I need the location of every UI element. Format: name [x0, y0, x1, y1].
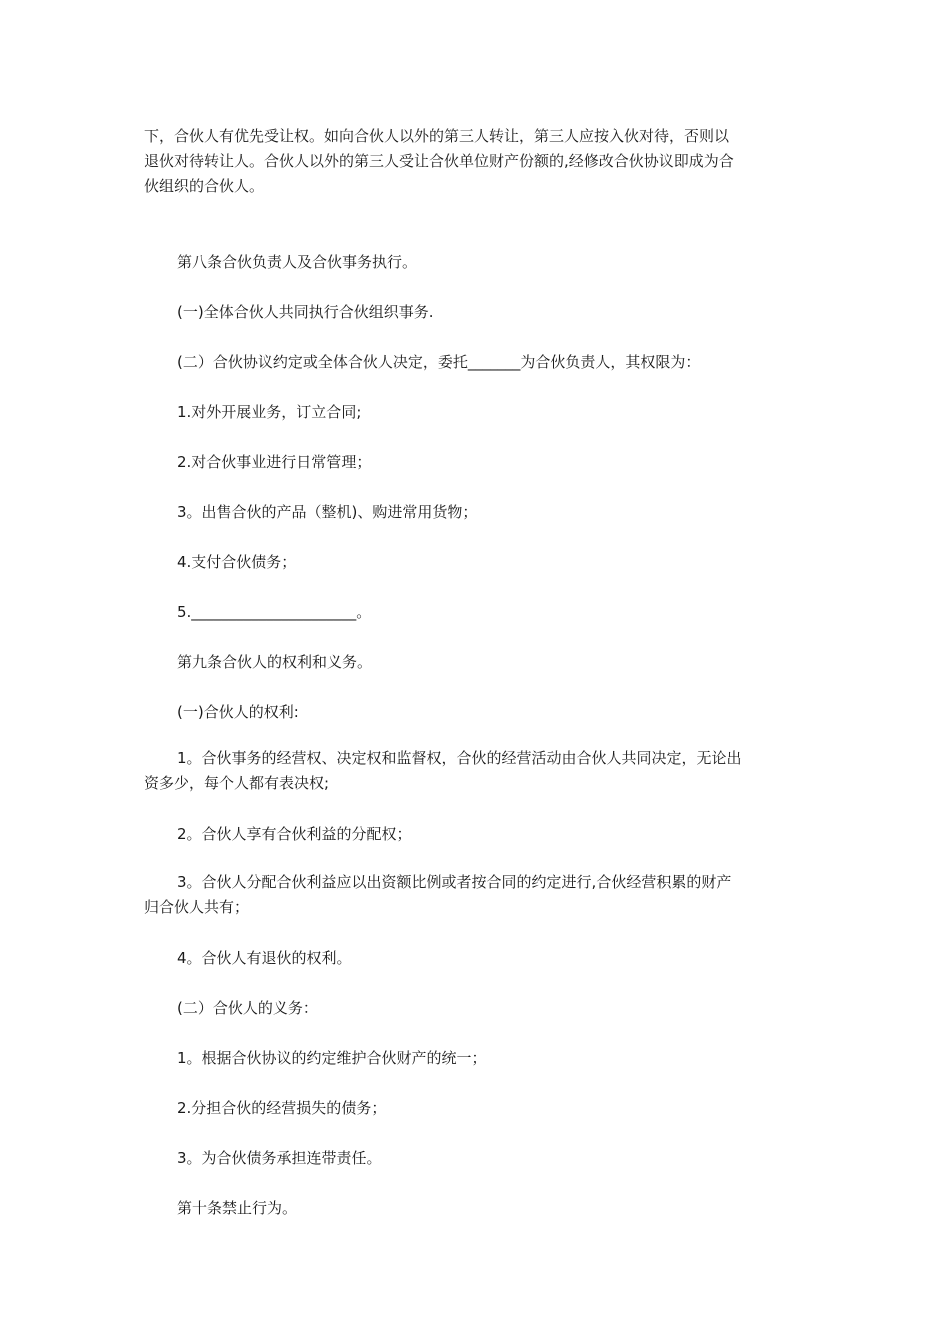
- article-9-right-3: [144, 870, 812, 920]
- article-8-sub-1: 1.对外开展业务，订立合同;: [177, 403, 362, 421]
- right-3-line-1: 3。合伙人分配合伙利益应以出资额比例或者按合同的约定进行,合伙经营积累的财产: [177, 873, 732, 891]
- article-9-right-2: 2。合伙人享有合伙利益的分配权；: [177, 825, 412, 843]
- opening-line-1: 下，合伙人有优先受让权。如向合伙人以外的第三人转让，第三人应按入伙对待，否则以: [144, 127, 730, 145]
- article-9-right-4: 4。合伙人有退伙的权利。: [177, 949, 352, 967]
- article-9-heading: 第九条合伙人的权利和义务。: [177, 653, 373, 671]
- article-9-rights-heading: (一)合伙人的权利:: [177, 703, 299, 721]
- article-10-heading: 第十条禁止行为。: [177, 1199, 298, 1217]
- article-9-duty-2: 2.分担合伙的经营损失的债务；: [177, 1099, 387, 1117]
- opening-paragraph: [144, 124, 812, 199]
- article-9-right-1: [144, 746, 812, 796]
- article-9-duty-1: 1。根据合伙协议的约定维护合伙财产的统一；: [177, 1049, 487, 1067]
- article-8-item-1: (一)全体合伙人共同执行合伙组织事务.: [177, 303, 434, 321]
- opening-line-3: 伙组织的合伙人。: [144, 177, 265, 195]
- article-8-sub-5: 5.______________________。: [177, 603, 372, 621]
- article-8-item-2: (二）合伙协议约定或全体合伙人决定，委托_______为合伙负责人，其权限为：: [177, 353, 701, 371]
- article-9-duty-3: 3。为合伙债务承担连带责任。: [177, 1149, 382, 1167]
- article-8-heading: 第八条合伙负责人及合伙事务执行。: [177, 253, 418, 271]
- article-8-sub-3: 3。出售合伙的产品（整机)、购进常用货物；: [177, 503, 478, 521]
- right-3-line-2: 归合伙人共有；: [144, 898, 250, 916]
- opening-line-2: 退伙对待转让人。合伙人以外的第三人受让合伙单位财产份额的,经修改合伙协议即成为合: [144, 152, 734, 170]
- right-1-line-2: 资多少，每个人都有表决权;: [144, 774, 330, 792]
- article-8-sub-4: 4.支付合伙债务；: [177, 553, 297, 571]
- article-9-duties-heading: (二）合伙人的义务：: [177, 999, 318, 1017]
- article-8-sub-2: 2.对合伙事业进行日常管理；: [177, 453, 372, 471]
- right-1-line-1: 1。合伙事务的经营权、决定权和监督权，合伙的经营活动由合伙人共同决定，无论出: [177, 749, 742, 767]
